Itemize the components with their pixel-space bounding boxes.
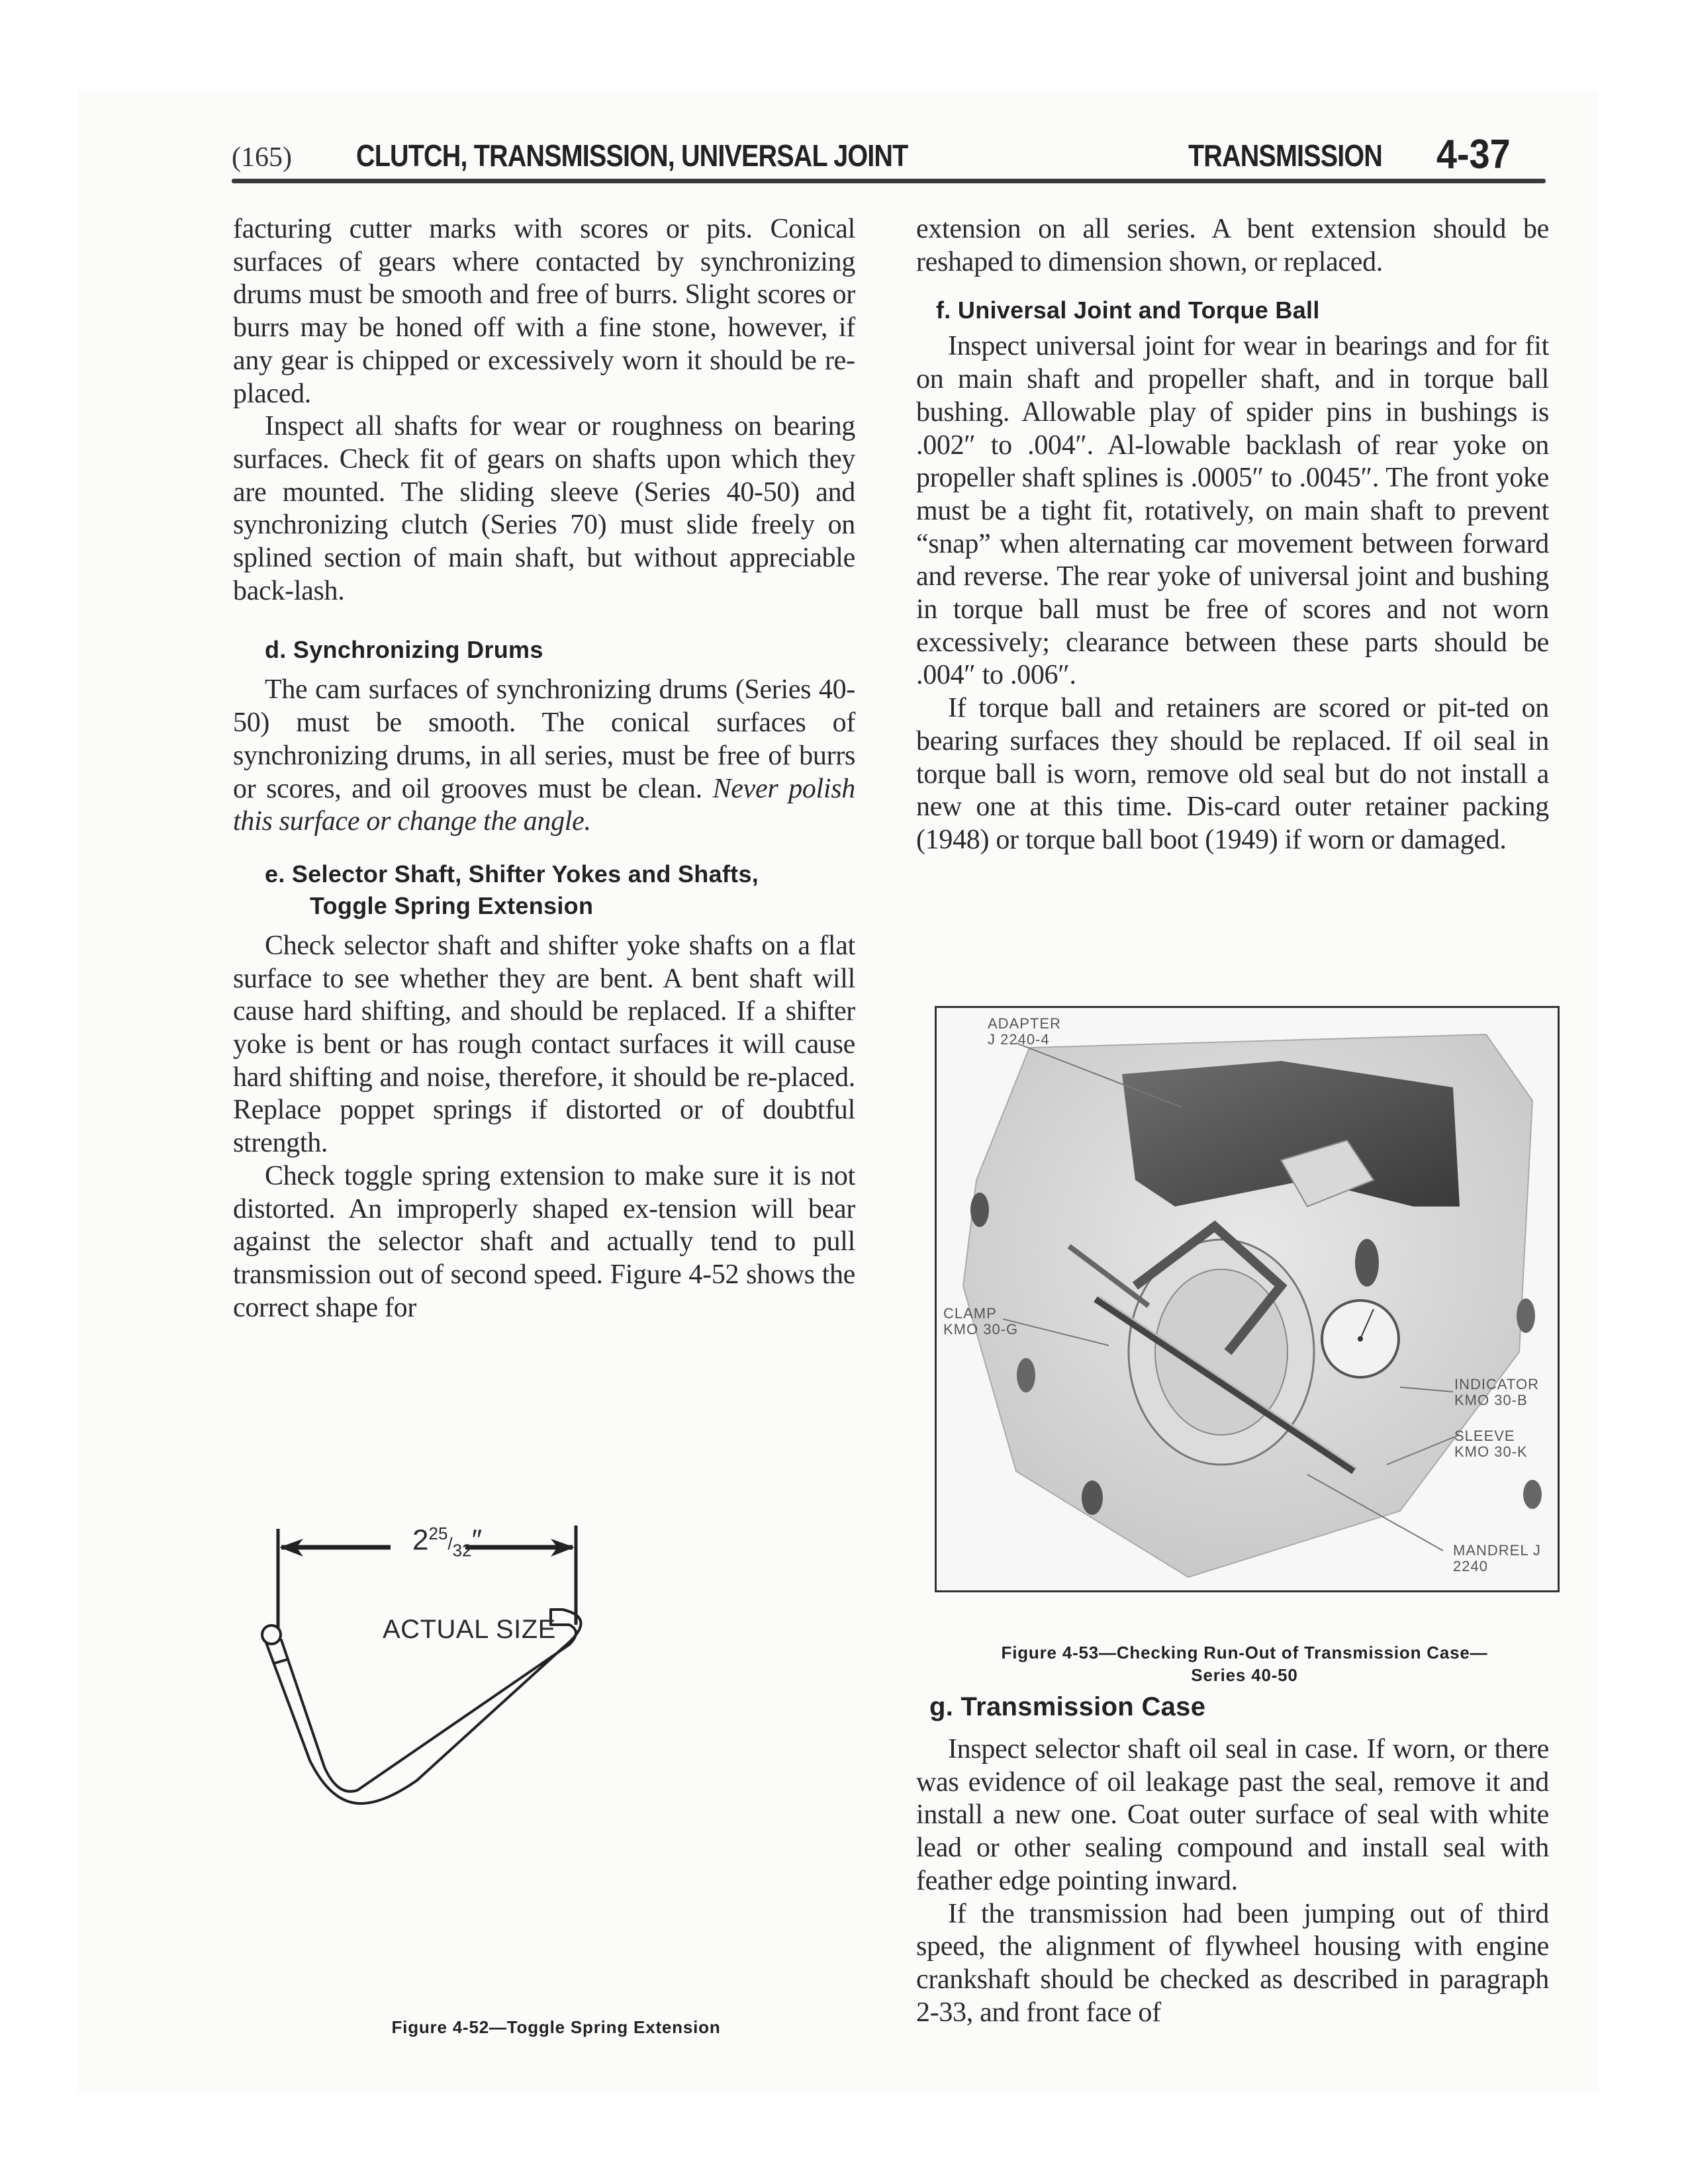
- right-column-lower: [916, 1691, 1549, 2029]
- page-reference: (165): [232, 142, 292, 173]
- figure-4-53-photo: [935, 1006, 1560, 1592]
- callout-text: KMO 30-K: [1454, 1443, 1528, 1460]
- paragraph: facturing cutter marks with scores or pits. Conical surfaces of gears where contacted by synchronizing drums must be smooth and free of burrs. Slight scores or burrs may be honed off with a fine stone, however, if any gear is chipped or excessively worn it should be replaced.: [233, 214, 855, 409]
- caption-line-2: Series 40-50: [1191, 1665, 1298, 1685]
- callout-sleeve: [1454, 1428, 1528, 1460]
- paragraph: extension on all series. A bent extension should be reshaped to dimension shown, or replaced.: [916, 214, 1549, 277]
- paragraph: Check toggle spring extension to make sure it is not distorted. An improperly shaped ex-tension will bear against the selector shaft and actually tend to pull transmission out of second speed. Figure 4-52 shows the correct shape for: [233, 1160, 855, 1323]
- callout-text: INDICATOR: [1454, 1376, 1539, 1392]
- heading-universal-joint: f. Universal Joint and Torque Ball: [936, 296, 1320, 324]
- callout-text: SLEEVE: [1454, 1428, 1515, 1444]
- page-header: [232, 132, 1549, 185]
- callout-text: CLAMP: [943, 1305, 997, 1322]
- paragraph-text: The cam surfaces of synchronizing drums (Series 40-50) must be smooth. The conical surfaces of synchronizing drums, in all series, must be free of burrs or scores, and oil grooves must be clean.: [233, 674, 855, 804]
- left-column: [233, 213, 855, 1324]
- heading-transmission-case: g. Transmission Case: [929, 1692, 1206, 1721]
- section-title: CLUTCH, TRANSMISSION, UNIVERSAL JOINT: [356, 138, 908, 173]
- dimension-label: $2^{25}/_{32}''$: [412, 1524, 483, 1561]
- dimension-whole: 2: [412, 1524, 429, 1557]
- transmission-case-photo: [937, 1008, 1558, 1590]
- page-number: 4-37: [1436, 132, 1511, 177]
- dimension-denominator: 32: [452, 1540, 472, 1561]
- figure-4-52: [252, 1502, 861, 2058]
- callout-clamp: [943, 1306, 1018, 1338]
- heading-line-2: Toggle Spring Extension: [310, 891, 594, 919]
- dimension-numerator: 25: [428, 1524, 448, 1543]
- toggle-spring-diagram: [252, 1502, 861, 2005]
- figure-caption: Figure 4-52—Toggle Spring Extension: [391, 2017, 721, 2037]
- paragraph: Inspect all shafts for wear or roughness on bearing surfaces. Check fit of gears on shafts upon which they are mounted. The sliding sleeve (Series 40-50) and synchronizing clutch (Series 70) must slide freely on splined section of main shaft, but without appreciable back-lash.: [233, 411, 855, 606]
- callout-text: KMO 30-G: [943, 1321, 1019, 1338]
- paragraph: [233, 674, 855, 839]
- callout-text: J 2240-4: [988, 1031, 1050, 1048]
- paragraph: Check selector shaft and shifter yoke shafts on a flat surface to see whether they are bent. A bent shaft will cause hard shifting, and should be replaced. If a shifter yoke is bent or has rough contact surfaces it will cause hard shifting and noise, therefore, it should be re-placed. Replace poppet springs if distorted or of doubtful strength.: [233, 930, 855, 1159]
- paragraph: Inspect selector shaft oil seal in case. If worn, or there was evidence of oil leakage past the seal, remove it and install a new one. Coat outer surface of seal with white lead or other sealing compound and install seal with feather edge pointing inward.: [916, 1734, 1549, 1896]
- right-column: [916, 213, 1549, 857]
- paragraph: If torque ball and retainers are scored or pit-ted on bearing surfaces they should be replaced. If oil seal in torque ball is worn, remove old seal but do not install a new one at this time. Dis-card outer retainer packing (1948) or torque ball boot (1949) if worn or damaged.: [916, 693, 1549, 855]
- paragraph: If the transmission had been jumping out of third speed, the alignment of flywheel housing with engine crankshaft should be checked as described in paragraph 2-33, and front face of: [916, 1898, 1549, 2028]
- heading-line-1: e. Selector Shaft, Shifter Yokes and Shafts,: [265, 860, 759, 887]
- actual-size-label: ACTUAL SIZE: [383, 1615, 556, 1644]
- callout-mandrel: MANDREL J 2240: [1453, 1542, 1541, 1574]
- paragraph: Inspect universal joint for wear in bearings and for fit on main shaft and propeller shaft, and in torque ball bushing. Allowable play of spider pins in bushings is .002″ to .004″. Al-lowable backlash of rear yoke on propeller shaft splines is .0005″ to .0045″. The front yoke must be a tight fit, rotatively, on main shaft to prevent “snap” when alternating car movement between forward and reverse. The rear yoke of universal joint and bushing in torque ball must be free of scores and not worn excessively; clearance between these parts should be .004″ to .006″.: [916, 331, 1549, 691]
- header-rule: [232, 179, 1546, 183]
- callout-adapter: [988, 1016, 1061, 1048]
- callout-text: KMO 30-B: [1454, 1392, 1528, 1408]
- heading-synchronizing-drums: d. Synchronizing Drums: [265, 636, 543, 664]
- callout-indicator: [1454, 1377, 1539, 1408]
- heading-selector-shaft: [233, 858, 855, 922]
- subsection-title: TRANSMISSION: [1188, 138, 1382, 173]
- figure-4-53-caption: [927, 1641, 1562, 1686]
- callout-text: ADAPTER: [988, 1015, 1061, 1032]
- caption-line-1: Figure 4-53—Checking Run-Out of Transmission Case—: [1001, 1643, 1488, 1662]
- emphasis-warning: Never polish this surface or change the angle.: [233, 773, 855, 837]
- dimension-unit: ″: [471, 1524, 483, 1557]
